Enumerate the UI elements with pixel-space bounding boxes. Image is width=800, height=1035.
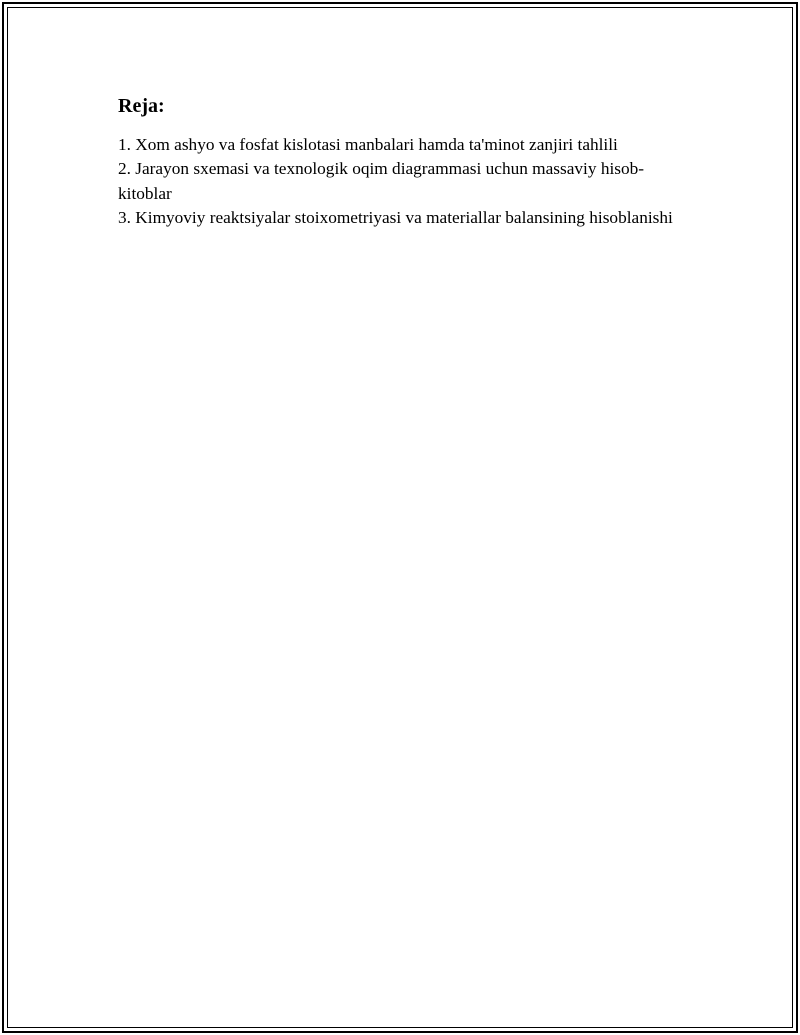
plan-item-3: 3. Kimyoviy reaktsiyalar stoixometriyasi va materiallar balansining hisoblanishi	[118, 207, 673, 227]
plan-item-2: 2. Jarayon sxemasi va texnologik oqim diagrammasi uchun massaviy hisob-kitoblar	[118, 159, 645, 203]
plan-heading: Reja:	[118, 95, 165, 117]
plan-list	[118, 133, 688, 230]
plan-section	[118, 93, 688, 230]
plan-item-1: 1. Xom ashyo va fosfat kislotasi manbalari hamda ta'minot zanjiri tahlili	[118, 135, 618, 154]
